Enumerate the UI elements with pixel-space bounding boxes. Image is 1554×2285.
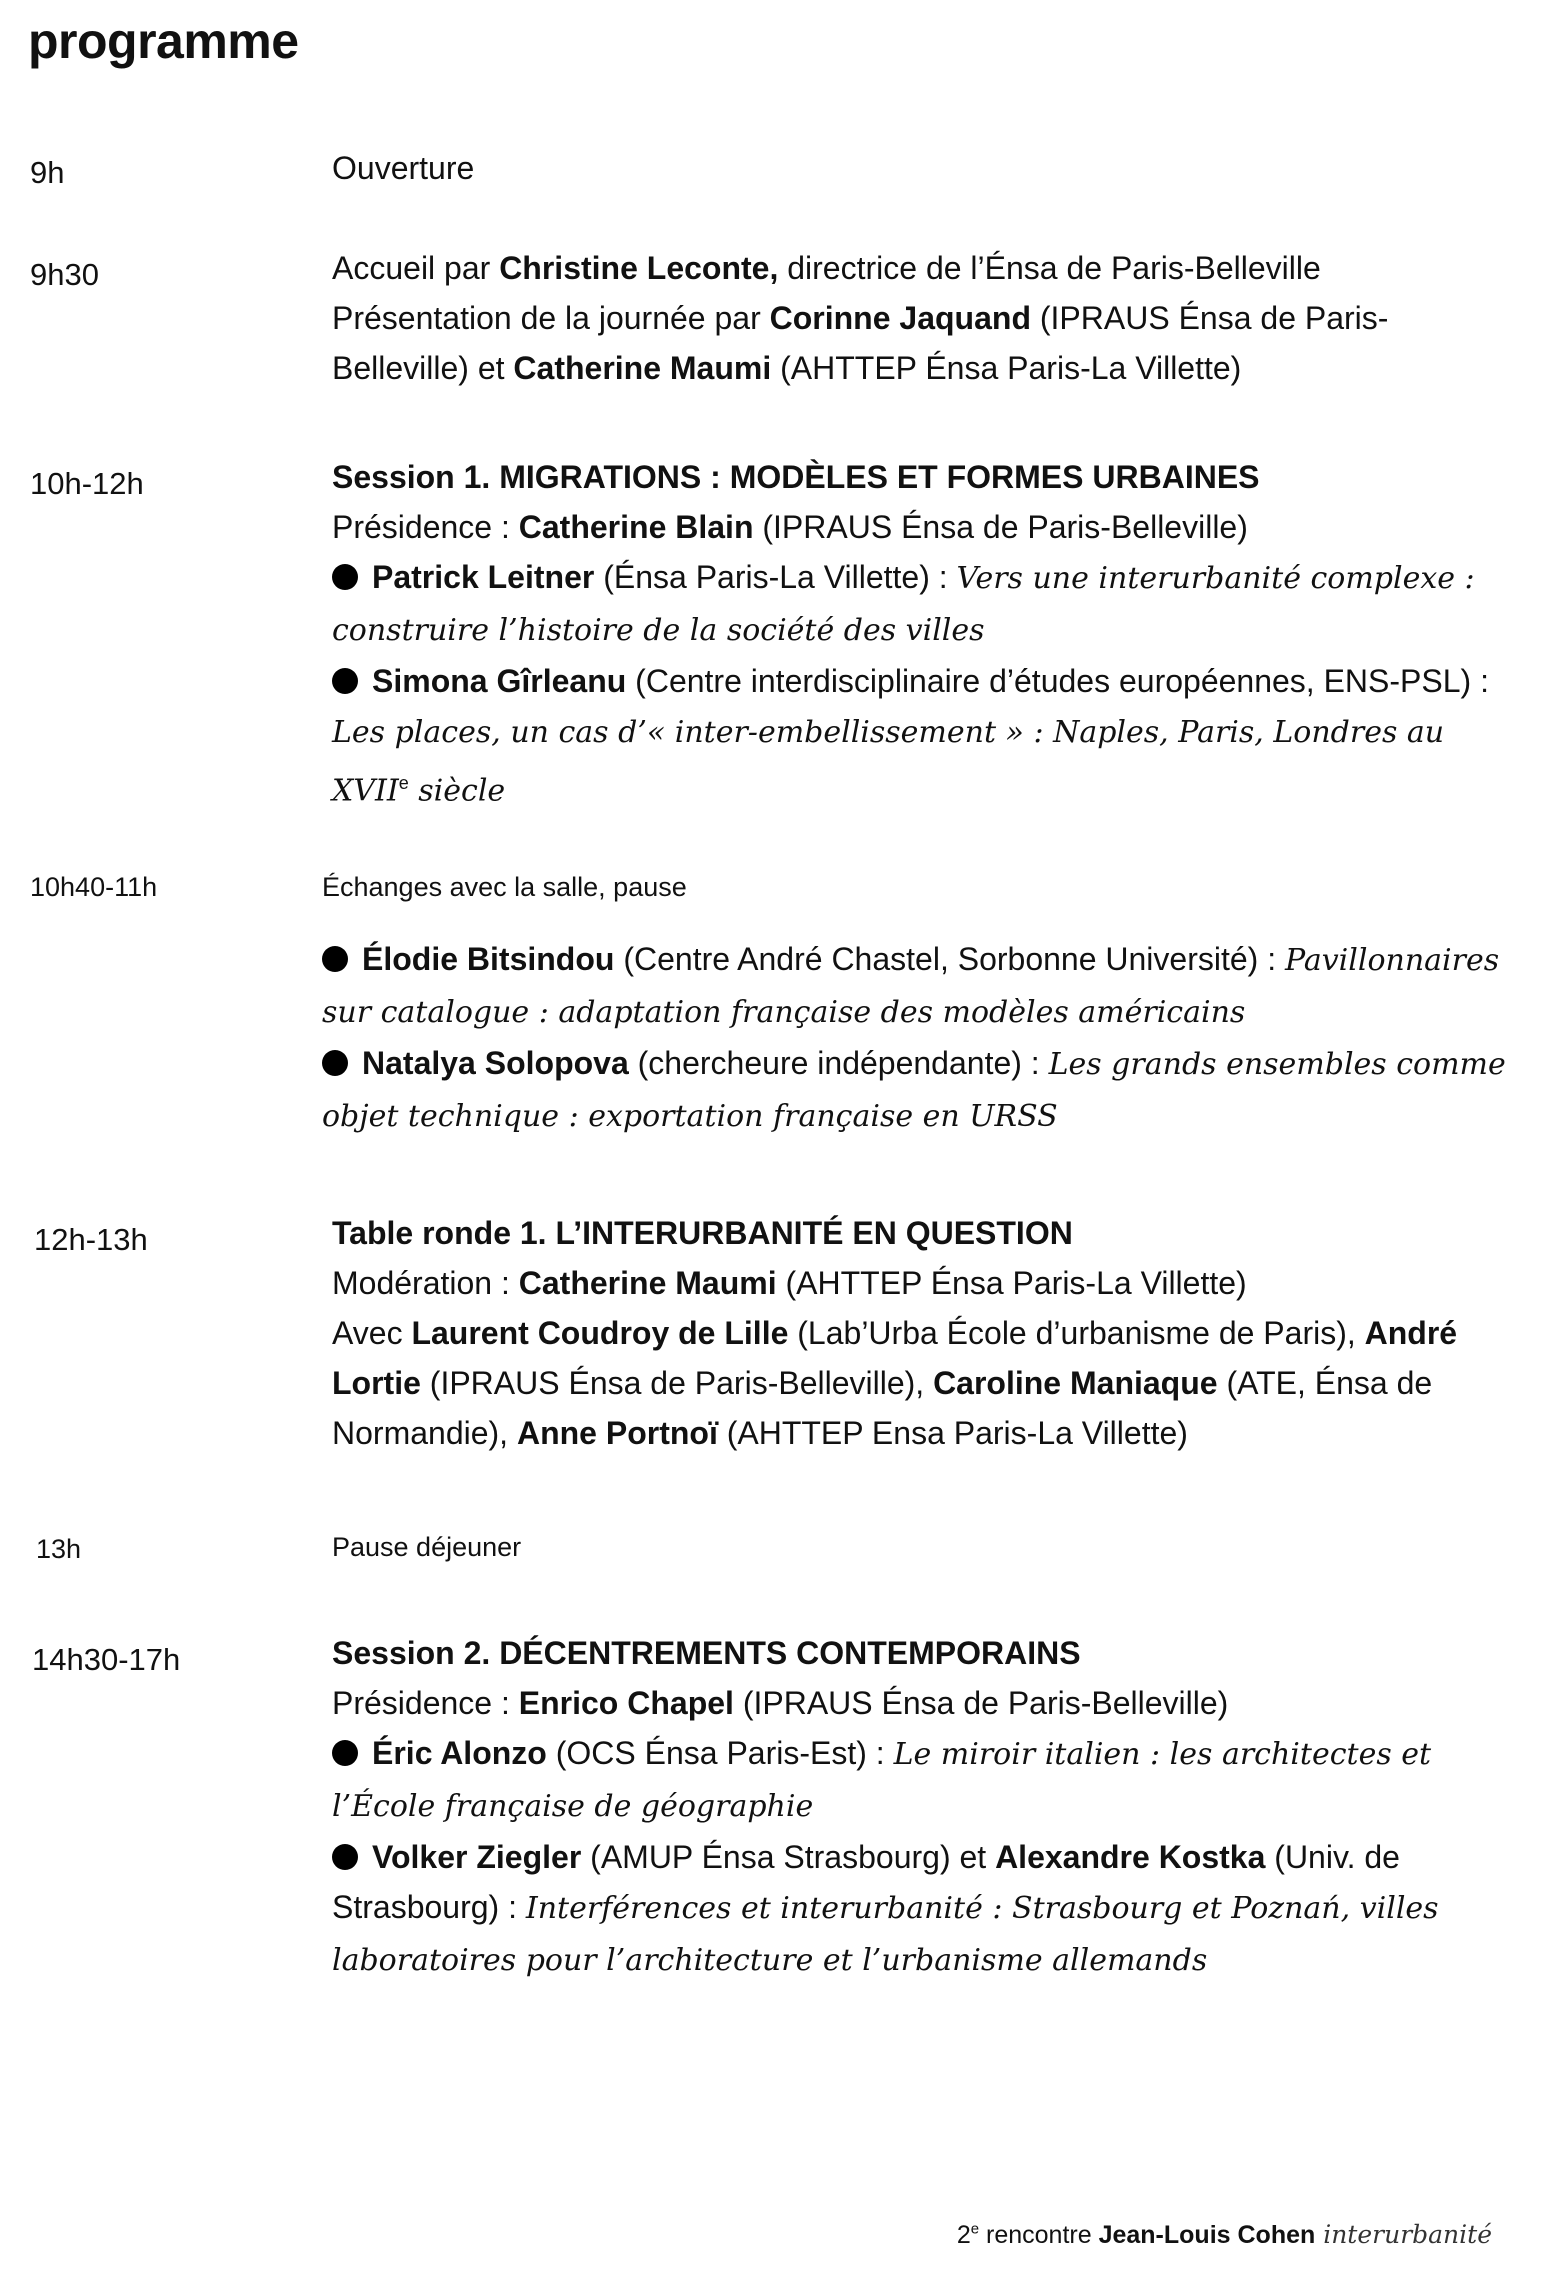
slot-content — [332, 1208, 1502, 1458]
welcome-line: Accueil par Christine Leconte, directrice de l’Énsa de Paris-Belleville — [332, 250, 1321, 286]
session-heading: Session 2. DÉCENTREMENTS CONTEMPORAINS — [332, 1635, 1081, 1671]
slot-text: Pause déjeuner — [332, 1532, 522, 1562]
slot-content — [332, 452, 1502, 817]
talk-entry: Élodie Bitsindou (Centre André Chastel, Sorbonne Université) : Pavillonnaires sur catalogue : adaptation française des modèles américains — [322, 941, 1500, 1030]
bullet-icon — [332, 564, 358, 590]
slot-time: 9h — [30, 155, 65, 190]
session-moderator: Modération : Catherine Maumi (AHTTEP Énsa Paris-La Villette) — [332, 1265, 1247, 1301]
talk-entry: Éric Alonzo (OCS Énsa Paris-Est) : Le miroir italien : les architectes et l’École française de géographie — [332, 1735, 1432, 1824]
slot-content — [332, 243, 1502, 393]
panel-members: Avec Laurent Coudroy de Lille (Lab’Urba École d’urbanisme de Paris), André Lortie (IPRAUS Énsa de Paris-Belleville), Caroline Maniaque (ATE, Énsa de Normandie), Anne Portnoï (AHTTEP Ensa Paris-La Villette) — [332, 1315, 1458, 1451]
slot-time: 9h30 — [30, 257, 99, 292]
talk-entry: Simona Gîrleanu (Centre interdisciplinaire d’études européennes, ENS-PSL) : Les places, un cas d’« inter-embellissement » : Naples, Paris, Londres au XVIIe siècle — [332, 663, 1489, 809]
presentation-line: Présentation de la journée par Corinne Jaquand (IPRAUS Énsa de Paris- Belleville) et Catherine Maumi (AHTTEP Énsa Paris-La Villette) — [332, 300, 1389, 386]
slot-content — [322, 862, 1522, 1142]
slot-time: 14h30-17h — [32, 1642, 181, 1677]
slot-time: 10h-12h — [30, 466, 144, 501]
bullet-icon — [322, 946, 348, 972]
session-heading: Session 1. MIGRATIONS : MODÈLES ET FORMES URBAINES — [332, 459, 1260, 495]
bullet-icon — [322, 1050, 348, 1076]
talk-entry: Patrick Leitner (Énsa Paris-La Villette) : Vers une interurbanité complexe : construire l’histoire de la société des villes — [332, 559, 1475, 648]
slot-time: 13h — [36, 1534, 82, 1564]
bullet-icon — [332, 668, 358, 694]
page-footer: 2e rencontre Jean-Louis Cohen interurbanité — [956, 2220, 1492, 2249]
session-heading: Table ronde 1. L’INTERURBANITÉ EN QUESTION — [332, 1215, 1073, 1251]
bullet-icon — [332, 1740, 358, 1766]
page-title: programme — [28, 13, 299, 69]
talk-entry: Natalya Solopova (chercheure indépendante) : Les grands ensembles comme objet technique : exportation française en URSS — [322, 1045, 1506, 1134]
session-chair: Présidence : Enrico Chapel (IPRAUS Énsa de Paris-Belleville) — [332, 1685, 1229, 1721]
bullet-icon — [332, 1844, 358, 1870]
slot-content — [332, 1628, 1502, 1986]
slot-text: Ouverture — [332, 150, 475, 186]
slot-content — [332, 143, 1502, 193]
slot-text: Échanges avec la salle, pause — [322, 872, 687, 902]
slot-content — [332, 1522, 1502, 1572]
talk-entry: Volker Ziegler (AMUP Énsa Strasbourg) et Alexandre Kostka (Univ. de Strasbourg) : Interférences et interurbanité : Strasbourg et Poznań, villes laboratoires pour l’architecture et l’urbanisme allemands — [332, 1839, 1439, 1978]
slot-time: 10h40-11h — [30, 872, 158, 902]
slot-time: 12h-13h — [34, 1222, 148, 1257]
session-chair: Présidence : Catherine Blain (IPRAUS Énsa de Paris-Belleville) — [332, 509, 1248, 545]
